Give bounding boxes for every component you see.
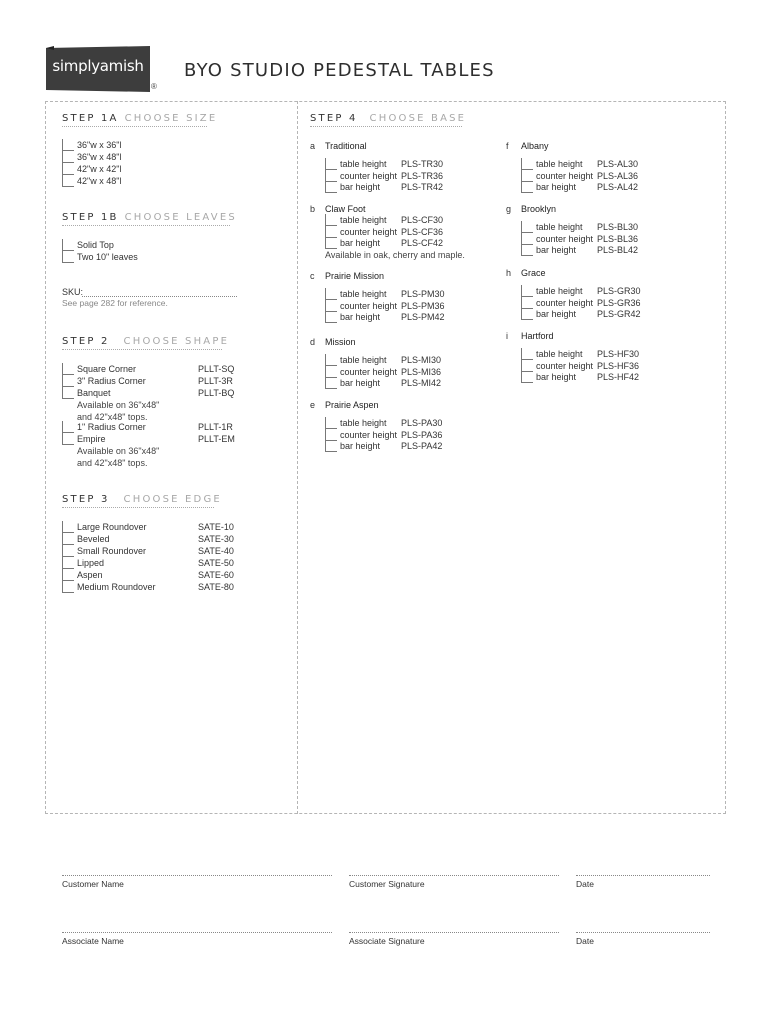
- height-label: counter height: [536, 233, 594, 244]
- base-letter: a: [310, 141, 316, 151]
- shape-option: 3" Radius Corner: [77, 376, 146, 386]
- height-label: table height: [536, 222, 583, 232]
- leaves-option: Solid Top: [77, 240, 114, 250]
- size-option: 42"w x 42"l: [77, 164, 122, 174]
- base-code: PLS-PM36: [401, 300, 445, 311]
- base-availability-note: Available in oak, cherry and maple.: [325, 250, 465, 261]
- shape-option: Empire: [77, 434, 106, 444]
- shape-availability-note: and 42"x48" tops.: [77, 458, 148, 468]
- checkbox-base-h-1[interactable]: [521, 285, 533, 297]
- base-letter: g: [506, 204, 512, 214]
- checkbox-base-c-1[interactable]: [325, 288, 337, 300]
- base-code: PLS-PA42: [401, 441, 443, 452]
- checkbox-edge-2[interactable]: [62, 533, 74, 545]
- edge-option: Medium Roundover: [77, 582, 156, 592]
- base-code: PLS-GR42: [597, 309, 641, 320]
- shape-availability-note: Available on 36"x48": [77, 446, 160, 456]
- base-code: PLS-MI36: [401, 366, 442, 377]
- base-code: PLS-AL36: [597, 170, 639, 181]
- step-1a-heading: [62, 113, 218, 127]
- checkbox-base-b-1[interactable]: [325, 214, 337, 226]
- size-option: 36"w x 48"l: [77, 152, 122, 162]
- checkbox-edge-1[interactable]: [62, 521, 74, 533]
- checkbox-base-i-2[interactable]: [521, 360, 533, 372]
- base-letter: b: [310, 204, 316, 214]
- checkbox-base-b-3[interactable]: [325, 237, 337, 249]
- checkbox-base-e-1[interactable]: [325, 417, 337, 429]
- edge-option: Lipped: [77, 558, 105, 568]
- sku-input[interactable]: [82, 296, 237, 297]
- shape-code: PLLT-3R: [198, 376, 233, 386]
- step-1b-label: CHOOSE LEAVES: [124, 212, 237, 223]
- edge-code: SATE-40: [198, 546, 234, 556]
- height-label: table height: [536, 349, 583, 359]
- base-code: PLS-HF36: [597, 360, 640, 371]
- checkbox-size-3[interactable]: [62, 163, 74, 175]
- edge-code: SATE-60: [198, 570, 234, 580]
- checkbox-base-g-1[interactable]: [521, 221, 533, 233]
- shape-code: PLLT-1R: [198, 422, 233, 432]
- checkbox-shape-2[interactable]: [62, 375, 74, 387]
- leaves-option: Two 10" leaves: [77, 252, 138, 262]
- height-label: bar height: [536, 245, 577, 256]
- associate-name-label: Associate Name: [62, 936, 124, 946]
- base-name: Traditional: [325, 141, 367, 151]
- checkbox-base-e-3[interactable]: [325, 440, 337, 452]
- sku-label: SKU:: [62, 287, 84, 297]
- edge-code: SATE-30: [198, 534, 234, 544]
- checkbox-edge-3[interactable]: [62, 545, 74, 557]
- base-letter: d: [310, 337, 316, 347]
- sku-note: See page 282 for reference.: [62, 298, 168, 308]
- height-label: counter height: [340, 170, 398, 181]
- base-code: PLS-MI30: [401, 355, 442, 365]
- base-code: PLS-HF42: [597, 372, 640, 383]
- associate-signature-field[interactable]: [349, 932, 559, 933]
- step-3-label: CHOOSE EDGE: [123, 494, 222, 505]
- edge-option: Aspen: [77, 570, 103, 580]
- base-name: Prairie Aspen: [325, 400, 379, 410]
- customer-signature-label: Customer Signature: [349, 879, 425, 889]
- edge-option: Small Roundover: [77, 546, 147, 556]
- checkbox-base-i-1[interactable]: [521, 348, 533, 360]
- step-2-number: STEP 2: [62, 336, 110, 347]
- step-4-heading: [310, 113, 467, 127]
- checkbox-size-4[interactable]: [62, 175, 74, 187]
- checkbox-edge-5[interactable]: [62, 569, 74, 581]
- checkbox-shape-3[interactable]: [62, 387, 74, 399]
- height-label: table height: [536, 159, 583, 169]
- checkbox-base-a-3[interactable]: [325, 181, 337, 193]
- height-label: bar height: [340, 441, 381, 452]
- base-code: PLS-MI42: [401, 378, 442, 389]
- column-divider: [297, 101, 298, 814]
- height-label: bar height: [340, 312, 381, 323]
- checkbox-base-e-2[interactable]: [325, 429, 337, 441]
- checkbox-base-d-3[interactable]: [325, 377, 337, 389]
- height-label: counter height: [536, 360, 594, 371]
- base-name: Claw Foot: [325, 204, 366, 214]
- base-name: Albany: [521, 141, 549, 151]
- base-code: PLS-TR30: [401, 159, 444, 169]
- base-code: PLS-GR36: [597, 297, 641, 308]
- checkbox-size-1[interactable]: [62, 139, 74, 151]
- customer-name-label: Customer Name: [62, 879, 124, 889]
- associate-signature-label: Associate Signature: [349, 936, 425, 946]
- associate-date-field[interactable]: [576, 932, 710, 933]
- step-3-heading: [62, 494, 222, 508]
- shape-option: Banquet: [77, 388, 111, 398]
- height-label: bar height: [340, 182, 381, 193]
- base-code: PLS-HF30: [597, 349, 640, 359]
- base-code: PLS-BL36: [597, 233, 639, 244]
- height-label: table height: [340, 355, 387, 365]
- base-name: Prairie Mission: [325, 271, 385, 281]
- registered-mark: ®: [151, 82, 157, 91]
- checkbox-base-h-3[interactable]: [521, 308, 533, 320]
- base-code: PLS-BL42: [597, 245, 639, 256]
- customer-date-field[interactable]: [576, 875, 710, 876]
- checkbox-base-f-3[interactable]: [521, 181, 533, 193]
- height-label: counter height: [536, 170, 594, 181]
- checkbox-size-2[interactable]: [62, 151, 74, 163]
- base-code: PLS-CF30: [401, 215, 444, 225]
- base-letter: c: [310, 271, 315, 281]
- shape-code: PLLT-BQ: [198, 388, 235, 398]
- checkbox-leaves-2[interactable]: [62, 251, 74, 263]
- checkbox-base-g-3[interactable]: [521, 244, 533, 256]
- base-code: PLS-PA36: [401, 429, 443, 440]
- base-code: PLS-TR36: [401, 170, 444, 181]
- base-letter: h: [506, 268, 512, 278]
- shape-availability-note: Available on 36"x48": [77, 400, 160, 410]
- base-letter: i: [506, 331, 508, 341]
- shape-option: Square Corner: [77, 364, 137, 374]
- checkbox-base-d-2[interactable]: [325, 366, 337, 378]
- height-label: counter height: [536, 297, 594, 308]
- step-4-label: CHOOSE BASE: [369, 113, 467, 124]
- height-label: table height: [340, 418, 387, 428]
- checkbox-leaves-1[interactable]: [62, 239, 74, 251]
- step-1b-number: STEP 1B: [62, 212, 119, 223]
- base-code: PLS-AL30: [597, 159, 639, 169]
- base-name: Hartford: [521, 331, 554, 341]
- step-4-number: STEP 4: [310, 113, 358, 124]
- base-letter: e: [310, 400, 316, 410]
- height-label: table height: [340, 159, 387, 169]
- height-label: counter height: [340, 226, 398, 237]
- shape-availability-note: and 42"x48" tops.: [77, 412, 148, 422]
- height-label: table height: [536, 286, 583, 296]
- base-letter: f: [506, 141, 509, 151]
- size-option: 36"w x 36"l: [77, 140, 122, 150]
- checkbox-base-b-2[interactable]: [325, 226, 337, 238]
- checkbox-shape-5[interactable]: [62, 433, 74, 445]
- height-label: bar height: [536, 309, 577, 320]
- height-label: counter height: [340, 429, 398, 440]
- logo-text: simplyamish: [52, 57, 144, 75]
- associate-date-label: Date: [576, 936, 594, 946]
- height-label: bar height: [340, 238, 381, 249]
- shape-code: PLLT-SQ: [198, 364, 235, 374]
- height-label: bar height: [340, 378, 381, 389]
- edge-code: SATE-10: [198, 522, 234, 532]
- step-1a-number: STEP 1A: [62, 113, 119, 124]
- base-code: PLS-PM30: [401, 289, 445, 299]
- height-label: counter height: [340, 300, 398, 311]
- step-2-label: CHOOSE SHAPE: [123, 336, 230, 347]
- step-1b-heading: [62, 212, 237, 226]
- customer-signature-field[interactable]: [349, 875, 559, 876]
- checkbox-base-i-3[interactable]: [521, 371, 533, 383]
- size-option: 42"w x 48"l: [77, 176, 122, 186]
- height-label: bar height: [536, 372, 577, 383]
- height-label: table height: [340, 289, 387, 299]
- checkbox-shape-4[interactable]: [62, 421, 74, 433]
- base-code: PLS-AL42: [597, 182, 639, 193]
- base-code: PLS-PM42: [401, 312, 445, 323]
- base-name: Mission: [325, 337, 356, 347]
- checkbox-base-g-2[interactable]: [521, 233, 533, 245]
- base-code: PLS-PA30: [401, 418, 443, 428]
- height-label: table height: [340, 215, 387, 225]
- customer-date-label: Date: [576, 879, 594, 889]
- checkbox-base-a-1[interactable]: [325, 158, 337, 170]
- base-code: PLS-GR30: [597, 286, 641, 296]
- base-code: PLS-CF42: [401, 238, 444, 249]
- height-label: bar height: [536, 182, 577, 193]
- checkbox-base-h-2[interactable]: [521, 297, 533, 309]
- customer-name-field[interactable]: [62, 875, 332, 876]
- shape-option: 1" Radius Corner: [77, 422, 146, 432]
- base-name: Grace: [521, 268, 546, 278]
- step-3-number: STEP 3: [62, 494, 110, 505]
- edge-code: SATE-50: [198, 558, 234, 568]
- edge-code: SATE-80: [198, 582, 234, 592]
- shape-code: PLLT-EM: [198, 434, 235, 444]
- edge-option: Large Roundover: [77, 522, 147, 532]
- base-code: PLS-BL30: [597, 222, 639, 232]
- height-label: counter height: [340, 366, 398, 377]
- step-1a-label: CHOOSE SIZE: [124, 113, 218, 124]
- checkbox-shape-1[interactable]: [62, 363, 74, 375]
- page-title: BYO STUDIO PEDESTAL TABLES: [184, 60, 495, 81]
- base-code: PLS-TR42: [401, 182, 444, 193]
- checkbox-edge-6[interactable]: [62, 581, 74, 593]
- step-2-heading: [62, 336, 230, 350]
- checkbox-base-d-1[interactable]: [325, 354, 337, 366]
- associate-name-field[interactable]: [62, 932, 332, 933]
- checkbox-base-f-1[interactable]: [521, 158, 533, 170]
- checkbox-base-f-2[interactable]: [521, 170, 533, 182]
- checkbox-base-a-2[interactable]: [325, 170, 337, 182]
- checkbox-edge-4[interactable]: [62, 557, 74, 569]
- checkbox-base-c-3[interactable]: [325, 311, 337, 323]
- base-code: PLS-CF36: [401, 226, 444, 237]
- base-name: Brooklyn: [521, 204, 557, 214]
- checkbox-base-c-2[interactable]: [325, 300, 337, 312]
- edge-option: Beveled: [77, 534, 110, 544]
